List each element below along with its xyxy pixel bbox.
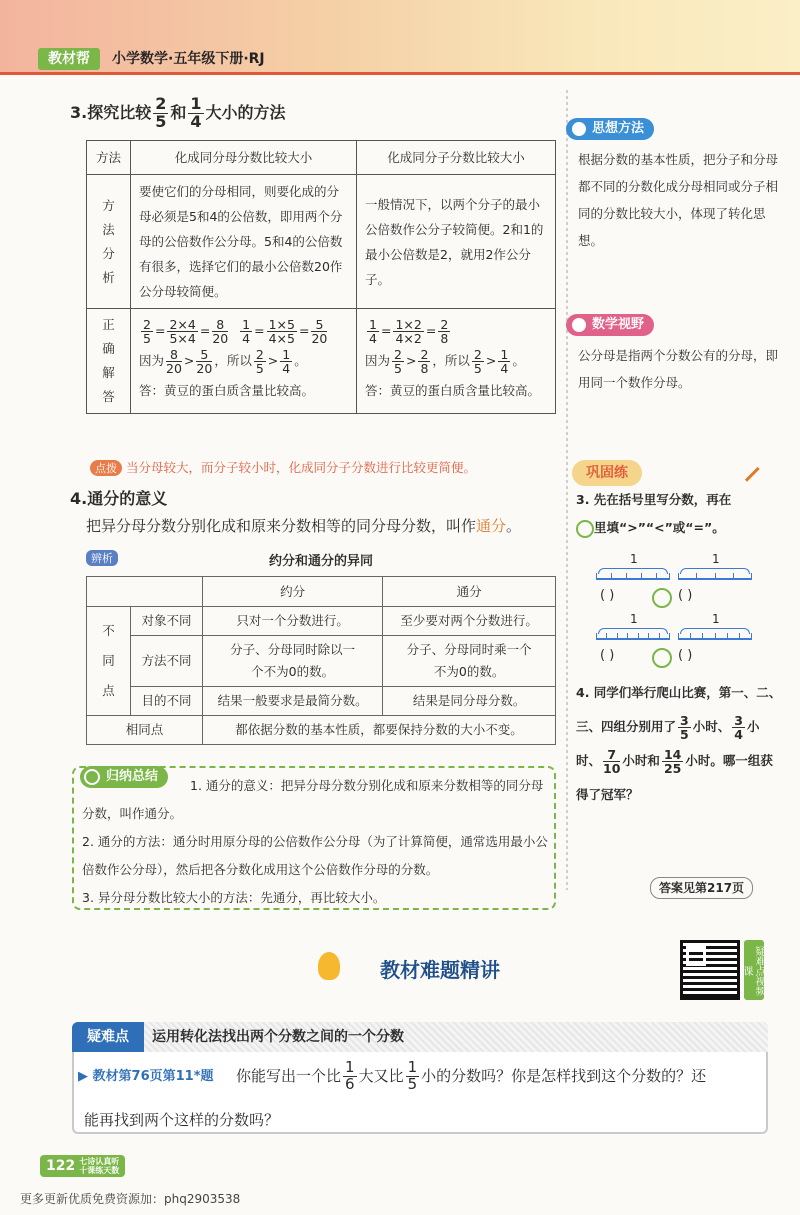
number-line (678, 568, 752, 580)
header-rule (0, 72, 800, 75)
row-key: 对象不同 (131, 607, 203, 636)
analysis-cell: 一般情况下，以两个分子的最小公倍数作公分子较简便。2和1的最小公倍数是2，就用2作公分子。 (357, 175, 556, 309)
answer-paren[interactable]: ( ) (678, 648, 693, 663)
textbook-reference: ▶ 教材第76页第11*题 (78, 1069, 214, 1084)
side-tag-method: 思想方法 (566, 118, 654, 140)
table-cell: 结果是同分母分数。 (383, 687, 556, 716)
diff-label: 不同点 (87, 607, 131, 716)
pencil-icon (734, 456, 759, 481)
table-cell: 只对一个分数进行。 (203, 607, 383, 636)
summary-text: 1. 通分的意义：把异分母分数分别化成和原来分数相等的同分母分数，叫作通分。 2. 通分的方法：通分时用原分母的公倍数作公分母（为了计算简便，通常选用最小公倍数作公分母），然后把各分数化成用这个公倍数作分母的分数。 3. 异分母分数比较大小的方法：先通分，再比较大小。 (82, 778, 548, 905)
number-line (678, 628, 752, 640)
table-header: 约分 (203, 577, 383, 607)
question-3: 3. 先在括号里写分数，再在 里填“>”“<”或“=”。 (576, 486, 782, 542)
tip-tag: 点拨 (90, 460, 122, 476)
compare-table (86, 576, 556, 745)
summary-tag: 归纳总结 (80, 766, 168, 788)
row-key: 目的不同 (131, 687, 203, 716)
question-4: 4. 同学们举行爬山比赛，第一、二、三、四组分别用了 $\frac{3}{5}$ 小时、 $\frac{3}{4}$ 小时、 $\frac{7}{10}$ 小时和 $\frac{14}{25}$ 小时。哪一组获得了冠军？ (576, 685, 782, 802)
lightbulb-icon (318, 952, 340, 980)
column-divider (566, 90, 568, 890)
fraction: $\frac{1}{4}$ (190, 94, 202, 131)
book-title: 小学数学·五年级下册·RJ (112, 51, 265, 67)
segment-label: 1 (712, 552, 720, 566)
compare-circle[interactable] (652, 648, 672, 668)
tip-note: 点拨 当分母较大，而分子较小时，化成同分子分数进行比较更简便。 (90, 458, 476, 476)
analysis-tag: 辨析 (86, 550, 118, 566)
table-cell: 分子、分母同时除以一个不为0的数。 (203, 636, 383, 687)
hand-icon (572, 122, 586, 136)
analysis-cell: 要使它们的分母相同，则要化成的分母必须是5和4的公倍数，即用两个分母的公倍数作公分母。5和4的公倍数有很多，选择它们的最小公倍数20作公分母较简便。 (131, 175, 357, 309)
exercise-title: 巩固练 (572, 460, 642, 486)
comparison-table (86, 140, 556, 414)
row-key: 相同点 (87, 716, 203, 745)
section-3-title: 3.探究比较 $\frac{2}{5}$ 和 $\frac{1}{4}$ 大小的方法 (70, 94, 286, 131)
answer-paren[interactable]: ( ) (678, 588, 693, 603)
circle-icon (576, 520, 594, 538)
qr-code[interactable] (680, 940, 740, 1000)
section-4-title: 4.通分的意义 (70, 489, 168, 508)
answer-reference: 答案见第217页 (650, 877, 753, 899)
hard-heading: 运用转化法找出两个分数之间的一个分数 (152, 1029, 404, 1045)
table-cell: 分子、分母同时乘一个不为0的数。 (383, 636, 556, 687)
number-line (596, 568, 670, 580)
row-label: 正确解答 (87, 309, 131, 414)
table-header: 方法 (87, 141, 131, 175)
table-header: 化成同分子分数比较大小 (357, 141, 556, 175)
hard-question: 你能写出一个比 $\frac{1}{6}$ 大又比 $\frac{1}{5}$ 小的分数吗？你是怎样找到这个分数的？还 (236, 1058, 707, 1093)
answer-cell: $\frac{1}{4}$ = $\frac{1\times 2}{4\times 2}$ = $\frac{2}{8}$ 因为 $\frac{2}{5}$ > $\frac{2}{8}$ ，所以 $\frac{2}{5}$ > $\frac{1}{4}$ 。 答：黄豆的蛋白质含量比较高。 (357, 309, 556, 414)
segment-label: 1 (630, 612, 638, 626)
number-line (596, 628, 670, 640)
compare-circle[interactable] (652, 588, 672, 608)
definition: 把异分母分数分别化成和原来分数相等的同分母分数，叫作通分。 (86, 517, 522, 535)
fraction: $\frac{2}{5}$ (155, 94, 167, 131)
side-tag-vision: 数学视野 (566, 314, 654, 336)
hard-question-line2: 能再找到两个这样的分数吗？ (84, 1111, 280, 1129)
table-header: 通分 (383, 577, 556, 607)
page-number: 122 七诗认真听 十课练天数 (40, 1155, 125, 1177)
footer-note: 更多更新优质免费资源加：phq2903538 (20, 1192, 241, 1206)
table-title: 约分和通分的异同 (268, 554, 373, 569)
answer-paren[interactable]: ( ) (600, 588, 615, 603)
answer-paren[interactable]: ( ) (600, 648, 615, 663)
segment-label: 1 (712, 612, 720, 626)
side-text-method: 根据分数的基本性质，把分子和分母都不同的分数化成分母相同或分子相同的分数比较大小，体现了转化思想。 (578, 152, 779, 248)
segment-label: 1 (630, 552, 638, 566)
table-cell: 都依据分数的基本性质，都要保持分数的大小不变。 (203, 716, 556, 745)
side-text-vision: 公分母是指两个分数公有的分母，即用同一个数作分母。 (578, 348, 779, 390)
row-key: 方法不同 (131, 636, 203, 687)
hard-tag: 疑难点 (72, 1022, 144, 1052)
hand-icon (572, 318, 586, 332)
qr-label: 疑难点视频课 (744, 940, 764, 1000)
table-cell: 至少要对两个分数进行。 (383, 607, 556, 636)
row-label: 方法分析 (87, 175, 131, 309)
table-cell: 结果一般要求是最简分数。 (203, 687, 383, 716)
answer-cell: $\frac{2}{5}$ = $\frac{2\times 4}{5\times 4}$ = $\frac{8}{20}$ $\frac{1}{4}$ = $\frac{1\times 5}{4\times 5}$ = $\frac{5}{20}$ 因为 $\frac{8}{20}$ > $\frac{5}{20}$ ，所以 $\frac{2}{5}$ > $\frac{1}{4}$ 。 答：黄豆的蛋白质含量比较高。 (131, 309, 357, 414)
section-title: 教材难题精讲 (380, 958, 500, 982)
brand-tag: 教材帮 (38, 48, 100, 70)
target-icon (84, 769, 100, 785)
table-header: 化成同分母分数比较大小 (131, 141, 357, 175)
